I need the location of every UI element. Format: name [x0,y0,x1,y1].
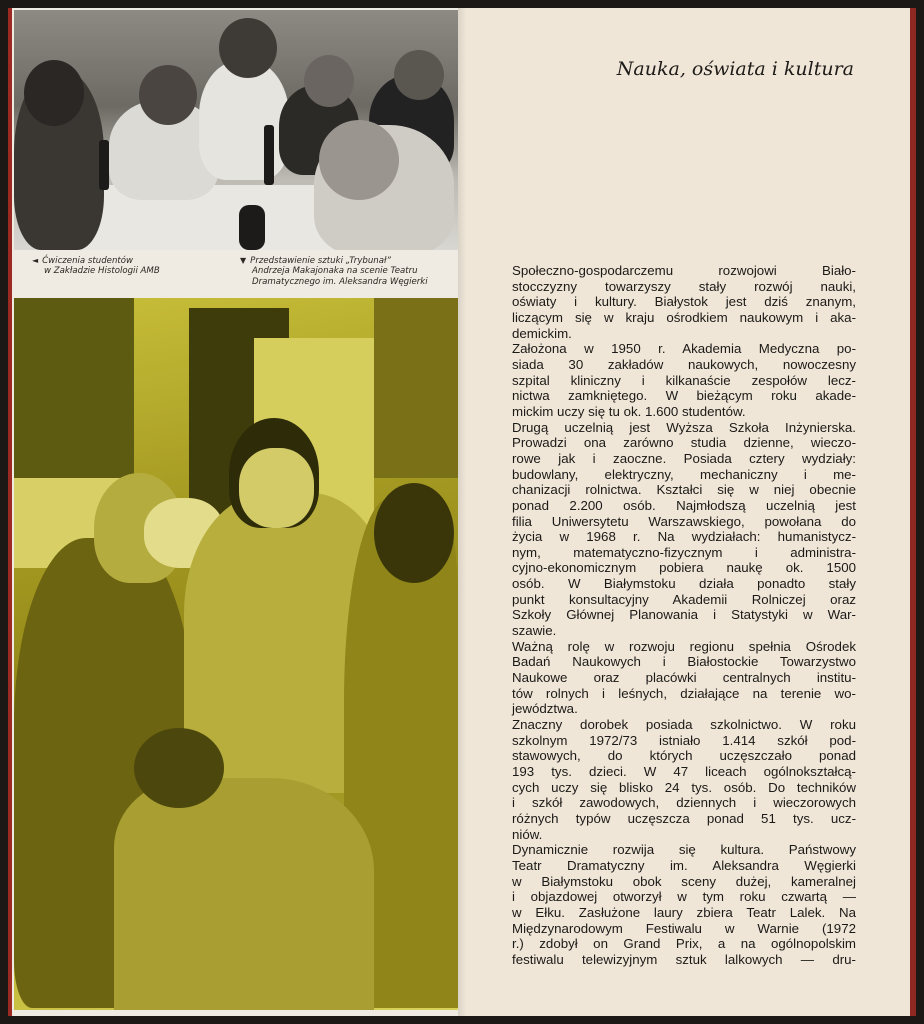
body-line: szkolnym 1972/73 istniało 1.414 szkół pod- [512,732,856,748]
caption-line: Ćwiczenia studentów [42,256,134,266]
student-head [319,120,399,200]
student-head [394,50,444,100]
section-title: Nauka, oświata i kultura [616,58,854,80]
body-line: Badań Naukowych i Białostockie Towarzystwo [512,654,856,670]
body-line: Międzynarodowym Festiwalu w Warnie (1972 [512,920,856,936]
body-line: cych uczy się blisko 24 tys. osób. Do techników [512,779,856,795]
student-head [139,65,197,125]
body-line: r.) zdobył on Grand Prix, a na ogólnopolskim [512,936,856,952]
body-line: i szkół zawodowych, dziennych i wieczorowych [512,795,856,811]
body-line: budowlany, elektryczny, mechaniczny i me- [512,466,856,482]
body-line: Ważną rolę w rozwoju regionu spełnia Ośrodek [512,638,856,654]
body-line: nym, matematyczno-fizycznym i administra- [512,544,856,560]
caption-theatre [240,256,456,287]
third-actress-head [374,483,454,583]
body-line: Szkoły Głównej Planowania i Statystyki w War- [512,607,856,623]
body-line: w Białymstoku obok sceny dużej, kameralnej [512,873,856,889]
body-line: punkt konsultacyjny Akademii Rolniczej oraz [512,591,856,607]
photo-captions [14,252,458,298]
caption-arrow-icon: ▼ [240,256,247,265]
body-line: jewództwa. [512,701,578,717]
body-line: liczącym się w kraju ośrodkiem naukowym i aka- [512,309,856,325]
body-line: demickim. [512,325,572,341]
caption-line: Dramatycznego im. Aleksandra Węgierki [252,276,428,287]
body-line: szawie. [512,623,557,639]
page-gutter [458,8,466,1016]
caption-line: Andrzeja Makajonaka na scenie Teatru [252,266,418,277]
body-line: siada 30 zakładów naukowych, nowoczesny [512,356,856,372]
body-line: Drugą uczelnią jest Wyższa Szkoła Inżynierska. [512,419,856,435]
body-line: niów. [512,826,543,842]
photo-histology-students [14,10,458,250]
basket [134,728,224,808]
photo-theatre-play [14,298,458,1010]
caption-line: Przedstawienie sztuki „Trybunał” [250,256,391,266]
body-line: cyjno-ekonomicznym pobiera naukę ok. 1500 [512,560,856,576]
body-line: nictwa zamkniętego. W bieżącym roku akade- [512,388,856,404]
body-line: Naukowe oraz placówki centralnych institu- [512,670,856,686]
article-body [512,263,856,968]
body-line: stawowych, do których uczęszczało ponad [512,748,856,764]
body-line: chanizacji rolnictwa. Kształci się w niej obecnie [512,482,856,498]
body-line: Dynamicznie rozwija się kultura. Państwowy [512,842,856,858]
wall-picture [14,298,134,478]
body-line: tów rolnych i leśnych, działające na terenie wo- [512,685,856,701]
body-line: oświaty i kultury. Białystok jest dziś znanym, [512,294,856,310]
body-line: Teatr Dramatyczny im. Aleksandra Węgierki [512,857,856,873]
caption-line: w Zakładzie Histologii AMB [44,266,160,277]
body-line: różnych typów uczęszcza ponad 51 tys. ucz- [512,810,856,826]
body-line: osób. W Białymstoku działa ponadto stały [512,576,856,592]
body-line: mickim uczy się tu ok. 1.600 studentów. [512,403,746,419]
caption-histology [32,256,222,277]
microscope-icon [264,125,274,185]
log-wall [374,298,458,478]
body-line: stocczyzny towarzyszy stały rozwój nauki, [512,278,856,294]
body-line: Założona w 1950 r. Akademia Medyczna po- [512,341,856,357]
student-head [24,60,84,126]
microscope-icon [99,140,109,190]
student-head [219,18,277,78]
grain-sack [114,778,374,1010]
left-cover-edge [8,8,12,1016]
student-figure [199,60,289,180]
body-line: w Ełku. Zasłużone laury zbiera Teatr Lalek. Na [512,904,856,920]
microscope-icon [239,205,265,250]
body-line: festiwalu telewizyjnym sztuk lalkowych — dru- [512,951,856,967]
right-cover-edge [910,8,916,1016]
body-line: życia w 1968 r. Na wydziałach: humanistycz- [512,529,856,545]
body-line: ponad 2.200 osób. Najmłodszą uczelnią jest [512,497,856,513]
body-line: rowe jak i zaoczne. Posiada cztery wydziały: [512,450,856,466]
body-line: szpital kliniczny i kilkanaście zespołów lecz- [512,372,856,388]
body-line: Znaczny dorobek posiada szkolnictwo. W roku [512,717,856,733]
actor-face [239,448,314,528]
body-line: Społeczno-gospodarczemu rozwojowi Biało- [512,263,856,278]
body-line: 193 tys. dzieci. W 47 liceach ogólnokształcą- [512,764,856,779]
body-line: i objazdowej otworzył w tym roku czwartą — [512,889,856,905]
body-line: filia Uniwersytetu Warszawskiego, powołana do [512,513,856,529]
body-line: Prowadzi ona zarówno studia dzienne, wieczo- [512,435,856,451]
student-head [304,55,354,107]
caption-arrow-icon: ◄ [32,256,39,265]
